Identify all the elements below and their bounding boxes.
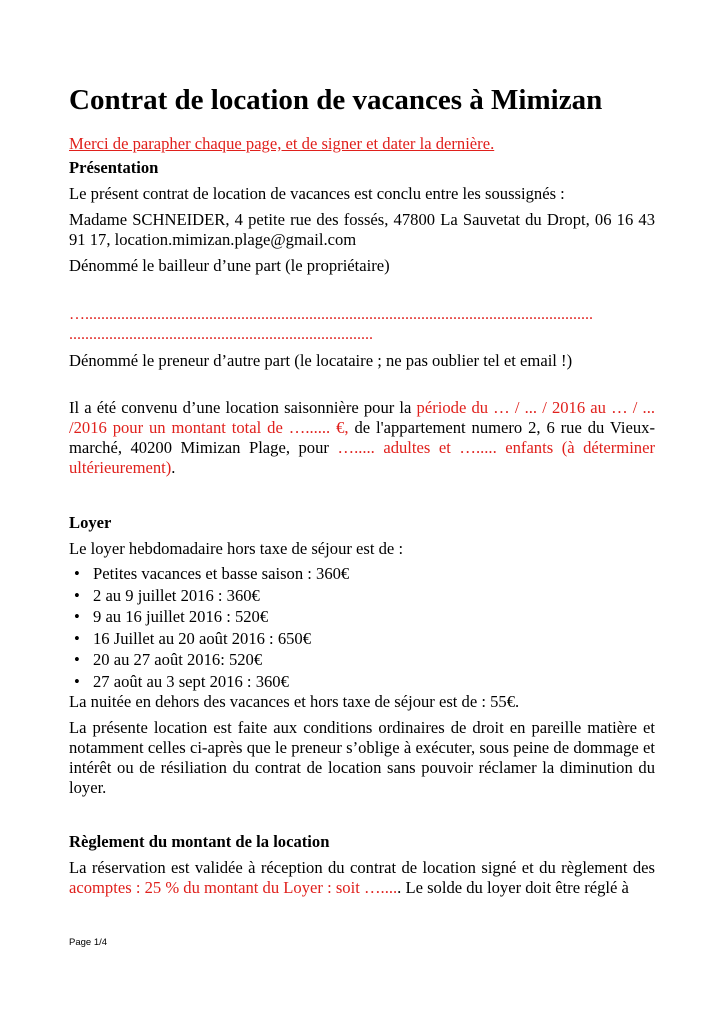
presentation-heading: Présentation (69, 158, 159, 177)
rate-item: • 27 août au 3 sept 2016 : 360€ (93, 671, 655, 693)
rental-period: période du … / ... / 2016 au … / ... /2016 pour un montant total de …...... €, (69, 398, 656, 437)
rate-item: • 16 Juillet au 20 août 2016 : 650€ (93, 628, 655, 650)
signature-notice: Merci de parapher chaque page, et de signer et dater la dernière. (69, 134, 495, 153)
agreement-text-1: Il a été convenu d’une location saisonnière pour la (69, 398, 417, 417)
rate-item: • 20 au 27 août 2016: 520€ (93, 649, 655, 671)
agreement-paragraph (69, 398, 655, 478)
reglement-text-2: . Le solde du loyer doit être réglé à (397, 878, 629, 897)
reglement-paragraph (69, 858, 655, 898)
document-page (69, 80, 655, 898)
reglement-heading: Règlement du montant de la location (69, 832, 330, 851)
rental-conditions: La présente location est faite aux conditions ordinaires de droit en pareille matière et notamment celles ci-après que le preneur s’oblige à exécuter, sous peine de dommage et intérêt ou de résiliation du contrat de location sans pouvoir réclamer la diminution du loyer. (69, 718, 655, 797)
rate-item: • 9 au 16 juillet 2016 : 520€ (93, 606, 655, 628)
rate-list (69, 563, 655, 692)
rate-item: • 2 au 9 juillet 2016 : 360€ (93, 585, 655, 607)
reglement-text-1: La réservation est validée à réception du contrat de location signé et du règlement des (69, 858, 655, 877)
loyer-intro: Le loyer hebdomadaire hors taxe de séjour est de : (69, 539, 404, 558)
document-title: Contrat de location de vacances à Mimizan (69, 84, 603, 116)
deposit-amount: acomptes : 25 % du montant du Loyer : soit ….... (69, 878, 398, 897)
presentation-intro: Le présent contrat de location de vacances est conclu entre les soussignés : (69, 184, 565, 203)
tenant-blank-line-1[interactable]: …............................................................................................................................... (69, 306, 593, 323)
rate-item: • Petites vacances et basse saison : 360€ (93, 563, 655, 585)
loyer-heading: Loyer (69, 513, 112, 532)
guest-count: …..... adultes et …..... enfants (à déterminer ultérieurement) (69, 438, 655, 477)
page-number: Page 1/4 (69, 937, 108, 948)
agreement-text-2: de l'appartement numero 2, 6 rue du Vieux-marché, 40200 Mimizan Plage, pour (69, 418, 655, 457)
night-rate: La nuitée en dehors des vacances et hors taxe de séjour est de : 55€. (69, 692, 520, 711)
agreement-end: . (171, 458, 176, 477)
tenant-blank-line-2[interactable]: ............................................................................ (69, 326, 373, 343)
tenant-role: Dénommé le preneur d’autre part (le locataire ; ne pas oublier tel et email !) (69, 351, 573, 370)
owner-details: Madame SCHNEIDER, 4 petite rue des fossés, 47800 La Sauvetat du Dropt, 06 16 43 91 17, location.mimizan.plage@gmail.com (69, 210, 655, 249)
owner-role: Dénommé le bailleur d’une part (le propriétaire) (69, 256, 390, 275)
